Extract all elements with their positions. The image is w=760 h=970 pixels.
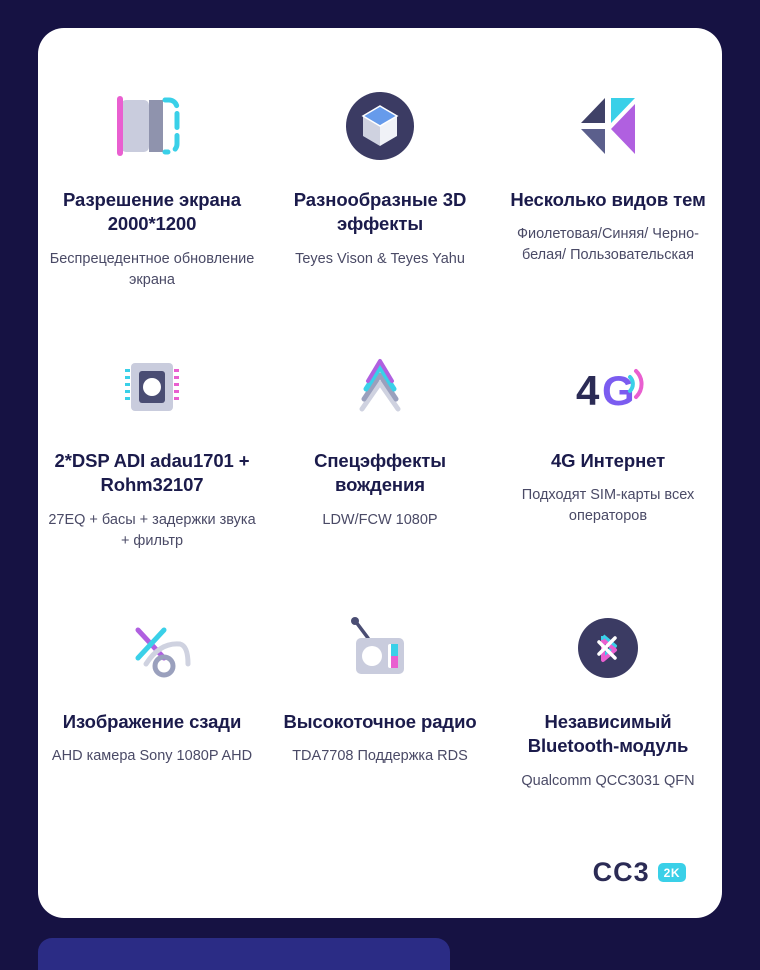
driving-effects-icon [274, 339, 486, 435]
svg-text:G: G [602, 366, 635, 414]
feature-title: 2*DSP ADI adau1701 + Rohm32107 [54, 449, 250, 496]
feature-title: Независимый Bluetooth-модуль [527, 710, 689, 757]
bottom-strip [38, 938, 450, 970]
feature-title: Разрешение экрана 2000*1200 [63, 189, 241, 235]
feature-subtitle: Беспрецедентное обновление экрана [49, 250, 255, 288]
brand-badge: 2K [658, 863, 686, 882]
feature-subtitle: AHD камера Sony 1080P AHD [51, 748, 253, 765]
feature-item-3d-effects [266, 72, 494, 291]
feature-subtitle: Teyes Vison & Teyes Yahu [295, 250, 465, 267]
bluetooth-icon [502, 600, 714, 696]
feature-item-4g [494, 333, 722, 552]
cube-3d-effects-icon [274, 78, 486, 174]
dsp-chip-icon [46, 339, 258, 435]
feature-subtitle: Qualcomm QCC3031 QFN [521, 772, 695, 789]
feature-subtitle: LDW/FCW 1080P [322, 511, 438, 528]
feature-item-themes [494, 72, 722, 291]
feature-item-rear-camera [38, 594, 266, 792]
brand-name: CC3 [592, 857, 650, 887]
screen-resolution-icon [46, 78, 258, 174]
4g-internet-icon [502, 339, 714, 435]
feature-subtitle: 27EQ + басы + задержки звука + фильтр [48, 511, 256, 549]
feature-item-dsp [38, 333, 266, 552]
feature-title: Спецэффекты вождения [314, 449, 446, 496]
brand-logo [593, 857, 686, 888]
feature-title: Высокоточное радио [283, 710, 477, 732]
feature-title: Изображение сзади [62, 710, 242, 732]
feature-subtitle: Подходят SIM-карты всех операторов [521, 487, 695, 525]
feature-item-bluetooth [494, 594, 722, 792]
feature-grid [38, 72, 722, 834]
feature-item-radio [266, 594, 494, 792]
feature-item-driving-effects [266, 333, 494, 552]
feature-card [38, 28, 722, 918]
feature-subtitle: Фиолетовая/Синяя/ Черно-белая/ Пользовательская [517, 226, 699, 264]
feature-subtitle: TDA7708 Поддержка RDS [292, 748, 468, 765]
themes-icon [502, 78, 714, 174]
radio-icon [274, 600, 486, 696]
feature-title: 4G Интернет [550, 449, 666, 471]
svg-text:4: 4 [576, 366, 600, 414]
feature-item-screen-resolution [38, 72, 266, 291]
rear-camera-icon [46, 600, 258, 696]
feature-title: Разнообразные 3D эффекты [293, 189, 467, 235]
feature-title: Несколько видов тем [510, 189, 706, 210]
